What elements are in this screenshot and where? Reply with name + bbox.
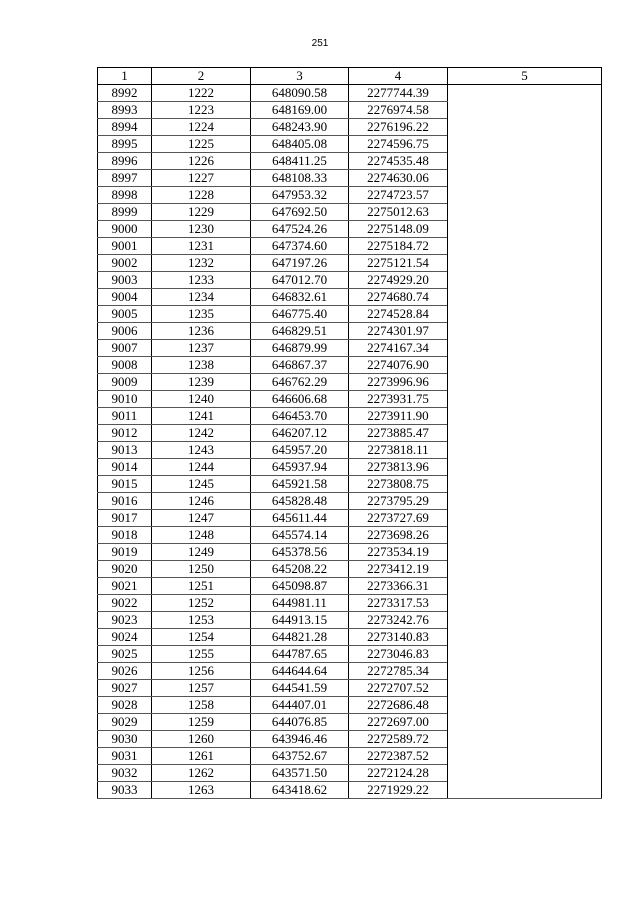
- x-coordinate-cell: 645574.14: [251, 527, 349, 544]
- y-coordinate-cell: 2274167.34: [349, 340, 448, 357]
- x-coordinate-cell: 646829.51: [251, 323, 349, 340]
- x-coordinate-cell: 643418.62: [251, 782, 349, 799]
- y-coordinate-cell: 2273412.19: [349, 561, 448, 578]
- point-id-cell: 1236: [152, 323, 251, 340]
- point-number-cell: 8997: [98, 170, 152, 187]
- point-number-cell: 8996: [98, 153, 152, 170]
- y-coordinate-cell: 2273931.75: [349, 391, 448, 408]
- point-id-cell: 1258: [152, 697, 251, 714]
- point-number-cell: 9010: [98, 391, 152, 408]
- y-coordinate-cell: 2274301.97: [349, 323, 448, 340]
- x-coordinate-cell: 646832.61: [251, 289, 349, 306]
- point-number-cell: 9004: [98, 289, 152, 306]
- y-coordinate-cell: 2272707.52: [349, 680, 448, 697]
- y-coordinate-cell: 2272697.00: [349, 714, 448, 731]
- y-coordinate-cell: 2273534.19: [349, 544, 448, 561]
- point-id-cell: 1262: [152, 765, 251, 782]
- point-number-cell: 9000: [98, 221, 152, 238]
- column-header-4: 4: [349, 68, 448, 85]
- x-coordinate-cell: 644541.59: [251, 680, 349, 697]
- point-number-cell: 9011: [98, 408, 152, 425]
- point-number-cell: 9013: [98, 442, 152, 459]
- x-coordinate-cell: 646207.12: [251, 425, 349, 442]
- point-number-cell: 9019: [98, 544, 152, 561]
- x-coordinate-cell: 646453.70: [251, 408, 349, 425]
- point-id-cell: 1224: [152, 119, 251, 136]
- point-number-cell: 8995: [98, 136, 152, 153]
- y-coordinate-cell: 2273366.31: [349, 578, 448, 595]
- y-coordinate-cell: 2274630.06: [349, 170, 448, 187]
- point-number-cell: 9029: [98, 714, 152, 731]
- y-coordinate-cell: 2273795.29: [349, 493, 448, 510]
- x-coordinate-cell: 644981.11: [251, 595, 349, 612]
- y-coordinate-cell: 2275012.63: [349, 204, 448, 221]
- y-coordinate-cell: 2274528.84: [349, 306, 448, 323]
- x-coordinate-cell: 648169.00: [251, 102, 349, 119]
- point-number-cell: 9023: [98, 612, 152, 629]
- point-number-cell: 9008: [98, 357, 152, 374]
- point-id-cell: 1250: [152, 561, 251, 578]
- y-coordinate-cell: 2277744.39: [349, 85, 448, 102]
- point-number-cell: 9001: [98, 238, 152, 255]
- point-id-cell: 1248: [152, 527, 251, 544]
- point-number-cell: 8992: [98, 85, 152, 102]
- point-id-cell: 1249: [152, 544, 251, 561]
- y-coordinate-cell: 2275121.54: [349, 255, 448, 272]
- y-coordinate-cell: 2273046.83: [349, 646, 448, 663]
- point-id-cell: 1231: [152, 238, 251, 255]
- point-number-cell: 9033: [98, 782, 152, 799]
- x-coordinate-cell: 644821.28: [251, 629, 349, 646]
- point-id-cell: 1232: [152, 255, 251, 272]
- point-id-cell: 1254: [152, 629, 251, 646]
- point-id-cell: 1241: [152, 408, 251, 425]
- point-id-cell: 1233: [152, 272, 251, 289]
- point-number-cell: 8998: [98, 187, 152, 204]
- x-coordinate-cell: 646879.99: [251, 340, 349, 357]
- y-coordinate-cell: 2273808.75: [349, 476, 448, 493]
- y-coordinate-cell: 2275184.72: [349, 238, 448, 255]
- y-coordinate-cell: 2274929.20: [349, 272, 448, 289]
- point-number-cell: 9012: [98, 425, 152, 442]
- y-coordinate-cell: 2273911.90: [349, 408, 448, 425]
- x-coordinate-cell: 647953.32: [251, 187, 349, 204]
- point-id-cell: 1244: [152, 459, 251, 476]
- x-coordinate-cell: 646867.37: [251, 357, 349, 374]
- x-coordinate-cell: 644644.64: [251, 663, 349, 680]
- x-coordinate-cell: 647692.50: [251, 204, 349, 221]
- point-number-cell: 9032: [98, 765, 152, 782]
- point-id-cell: 1246: [152, 493, 251, 510]
- x-coordinate-cell: 648108.33: [251, 170, 349, 187]
- point-number-cell: 9031: [98, 748, 152, 765]
- x-coordinate-cell: 644787.65: [251, 646, 349, 663]
- point-id-cell: 1240: [152, 391, 251, 408]
- point-number-cell: 9002: [98, 255, 152, 272]
- x-coordinate-cell: 645828.48: [251, 493, 349, 510]
- column-header-3: 3: [251, 68, 349, 85]
- y-coordinate-cell: 2272387.52: [349, 748, 448, 765]
- x-coordinate-cell: 646775.40: [251, 306, 349, 323]
- point-id-cell: 1226: [152, 153, 251, 170]
- point-number-cell: 9030: [98, 731, 152, 748]
- y-coordinate-cell: 2273818.11: [349, 442, 448, 459]
- x-coordinate-cell: 644407.01: [251, 697, 349, 714]
- point-id-cell: 1238: [152, 357, 251, 374]
- x-coordinate-cell: 647012.70: [251, 272, 349, 289]
- y-coordinate-cell: 2274680.74: [349, 289, 448, 306]
- point-number-cell: 9028: [98, 697, 152, 714]
- x-coordinate-cell: 646762.29: [251, 374, 349, 391]
- point-number-cell: 8993: [98, 102, 152, 119]
- point-id-cell: 1228: [152, 187, 251, 204]
- x-coordinate-cell: 645921.58: [251, 476, 349, 493]
- y-coordinate-cell: 2273996.96: [349, 374, 448, 391]
- point-number-cell: 8994: [98, 119, 152, 136]
- x-coordinate-cell: 648243.90: [251, 119, 349, 136]
- point-number-cell: 9024: [98, 629, 152, 646]
- point-number-cell: 9017: [98, 510, 152, 527]
- point-number-cell: 9014: [98, 459, 152, 476]
- x-coordinate-cell: 645098.87: [251, 578, 349, 595]
- y-coordinate-cell: 2271929.22: [349, 782, 448, 799]
- page-number: 251: [311, 38, 329, 49]
- y-coordinate-cell: 2276196.22: [349, 119, 448, 136]
- point-id-cell: 1242: [152, 425, 251, 442]
- y-coordinate-cell: 2274076.90: [349, 357, 448, 374]
- point-id-cell: 1237: [152, 340, 251, 357]
- column-header-1: 1: [98, 68, 152, 85]
- point-number-cell: 9018: [98, 527, 152, 544]
- point-id-cell: 1255: [152, 646, 251, 663]
- table-row: [98, 85, 602, 102]
- point-id-cell: 1234: [152, 289, 251, 306]
- y-coordinate-cell: 2273242.76: [349, 612, 448, 629]
- point-id-cell: 1257: [152, 680, 251, 697]
- point-number-cell: 9009: [98, 374, 152, 391]
- x-coordinate-cell: 643752.67: [251, 748, 349, 765]
- point-number-cell: 9006: [98, 323, 152, 340]
- point-number-cell: 9026: [98, 663, 152, 680]
- x-coordinate-cell: 645937.94: [251, 459, 349, 476]
- point-id-cell: 1247: [152, 510, 251, 527]
- y-coordinate-cell: 2273698.26: [349, 527, 448, 544]
- x-coordinate-cell: 643571.50: [251, 765, 349, 782]
- point-id-cell: 1256: [152, 663, 251, 680]
- x-coordinate-cell: 645957.20: [251, 442, 349, 459]
- x-coordinate-cell: 645611.44: [251, 510, 349, 527]
- point-id-cell: 1260: [152, 731, 251, 748]
- point-number-cell: 9020: [98, 561, 152, 578]
- y-coordinate-cell: 2273813.96: [349, 459, 448, 476]
- x-coordinate-cell: 648411.25: [251, 153, 349, 170]
- x-coordinate-cell: 643946.46: [251, 731, 349, 748]
- x-coordinate-cell: 648405.08: [251, 136, 349, 153]
- point-id-cell: 1235: [152, 306, 251, 323]
- y-coordinate-cell: 2275148.09: [349, 221, 448, 238]
- point-number-cell: 9016: [98, 493, 152, 510]
- point-id-cell: 1252: [152, 595, 251, 612]
- point-id-cell: 1253: [152, 612, 251, 629]
- y-coordinate-cell: 2273885.47: [349, 425, 448, 442]
- point-id-cell: 1229: [152, 204, 251, 221]
- x-coordinate-cell: 645208.22: [251, 561, 349, 578]
- y-coordinate-cell: 2272785.34: [349, 663, 448, 680]
- y-coordinate-cell: 2272589.72: [349, 731, 448, 748]
- point-number-cell: 9021: [98, 578, 152, 595]
- point-id-cell: 1245: [152, 476, 251, 493]
- point-id-cell: 1261: [152, 748, 251, 765]
- point-number-cell: 9007: [98, 340, 152, 357]
- table-body: [98, 85, 602, 799]
- column-5-empty-cell: [448, 85, 602, 799]
- y-coordinate-cell: 2273140.83: [349, 629, 448, 646]
- x-coordinate-cell: 645378.56: [251, 544, 349, 561]
- point-id-cell: 1230: [152, 221, 251, 238]
- x-coordinate-cell: 648090.58: [251, 85, 349, 102]
- y-coordinate-cell: 2273727.69: [349, 510, 448, 527]
- point-id-cell: 1239: [152, 374, 251, 391]
- point-number-cell: 9025: [98, 646, 152, 663]
- point-id-cell: 1222: [152, 85, 251, 102]
- point-number-cell: 9027: [98, 680, 152, 697]
- point-id-cell: 1263: [152, 782, 251, 799]
- x-coordinate-cell: 644076.85: [251, 714, 349, 731]
- y-coordinate-cell: 2273317.53: [349, 595, 448, 612]
- point-id-cell: 1259: [152, 714, 251, 731]
- column-header-5: 5: [448, 68, 602, 85]
- column-header-2: 2: [152, 68, 251, 85]
- point-number-cell: 9022: [98, 595, 152, 612]
- y-coordinate-cell: 2272124.28: [349, 765, 448, 782]
- point-id-cell: 1243: [152, 442, 251, 459]
- y-coordinate-cell: 2276974.58: [349, 102, 448, 119]
- point-id-cell: 1251: [152, 578, 251, 595]
- y-coordinate-cell: 2274723.57: [349, 187, 448, 204]
- x-coordinate-cell: 647374.60: [251, 238, 349, 255]
- y-coordinate-cell: 2274596.75: [349, 136, 448, 153]
- coordinates-table: [97, 67, 602, 799]
- x-coordinate-cell: 647197.26: [251, 255, 349, 272]
- point-number-cell: 9005: [98, 306, 152, 323]
- y-coordinate-cell: 2272686.48: [349, 697, 448, 714]
- point-id-cell: 1227: [152, 170, 251, 187]
- x-coordinate-cell: 644913.15: [251, 612, 349, 629]
- point-number-cell: 9015: [98, 476, 152, 493]
- point-id-cell: 1225: [152, 136, 251, 153]
- x-coordinate-cell: 646606.68: [251, 391, 349, 408]
- point-number-cell: 8999: [98, 204, 152, 221]
- y-coordinate-cell: 2274535.48: [349, 153, 448, 170]
- point-id-cell: 1223: [152, 102, 251, 119]
- table-header-row: [98, 68, 602, 85]
- x-coordinate-cell: 647524.26: [251, 221, 349, 238]
- point-number-cell: 9003: [98, 272, 152, 289]
